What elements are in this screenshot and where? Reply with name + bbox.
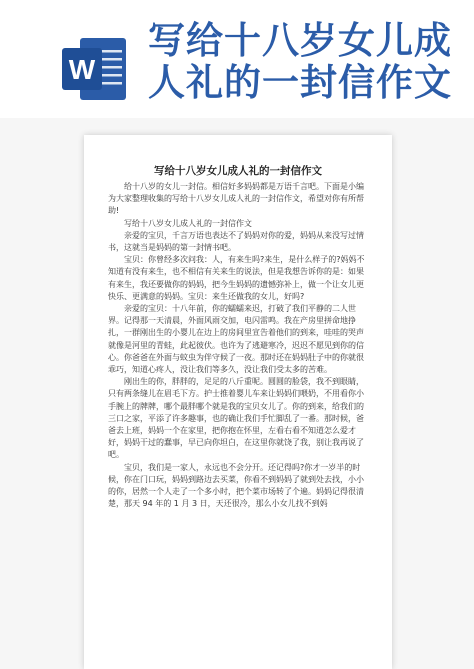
document-paragraph: 亲爱的宝贝：十八年前，你的蠕蠕来迟，打破了我们平静的二人世界。记得那一天清晨，外面风雨交加，电闪雷鸣。我在产房里拼命地挣扎，一群刚出生的小婴儿在边上的房间里宣告着他们的到来，哇哇的哭声就像是河里的青蛙，此起彼伏。也许为了逃避寒冷，迟迟不愿见到你的信心。你爸爸在外面与蚊虫为伴守候了一夜。那时还在妈妈肚子中的你就很乖巧，知道心疼人，没让我们等多久，没让我们受太多的苦难。 — [108, 304, 364, 375]
document-title: 写给十八岁女儿成人礼的一封信作文 — [154, 165, 322, 177]
document-page — [84, 135, 392, 669]
document-paragraph: 宝贝：你曾经多次问我：人，有来生吗?来生，是什么样子的?妈妈不知道有没有来生，也不相信有关来生的说法，但是我想告诉你的是：如果有来生，我还要做你的妈妈，把今生妈妈的遗憾弥补上，做一个让女儿更快乐、更满意的妈妈。宝贝：来生还做我的女儿，好吗? — [108, 255, 365, 301]
banner-title: 写给十八岁女儿成人礼的一封信作文 — [148, 19, 452, 104]
word-document-icon — [60, 34, 130, 104]
document-paragraph: 写给十八岁女儿成人礼的一封信作文 — [124, 218, 252, 228]
document-paragraph: 亲爱的宝贝，千言万语也表达不了妈妈对你的爱，妈妈从来没写过情书，这就当是妈妈的第一封情书吧。 — [108, 230, 364, 253]
document-paragraph: 给十八岁的女儿一封信。相信好多妈妈都是万语千言吧。下面是小编为大家整理收集的写给十八岁女儿成人礼的一封信作文，希望对你有所帮助! — [108, 182, 364, 216]
header-banner — [0, 0, 474, 118]
document-paragraph: 刚出生的你，胖胖的，足足的八斤重呢。圆圆的脸袋，我不到眼睛，只有两条缝儿在眉毛下方。护士推着婴儿车来让妈妈们喂奶，不用看你小手腕上的牌牌，哪个最胖哪个就是我的宝贝女儿了。你的到来，给我们的三口之家，平添了许多趣事，也的确让我们手忙脚乱了一番。那时候，爸爸去上班，妈妈一个在家里，把你抱在怀里，左看右看不知道怎么爱才好，妈妈干过的蠢事，早已向你坦白，在这里你就饶了我，别让我再说了吧。 — [108, 377, 364, 460]
document-body — [108, 181, 370, 510]
svg-text:W: W — [68, 54, 96, 85]
document-paragraph: 宝贝，我们是一家人，永远也不会分开。还记得吗?你才一岁半的时候，你在门口玩，妈妈到路边去买菜，你看不到妈妈了就到处去找，小小的你，居然一个人走了一个多小时，把个菜市场转了个遍。妈妈记得很清楚，那天 94 年的 1 月 3 日，天还很冷，那么小女儿找不到妈 — [108, 462, 364, 509]
